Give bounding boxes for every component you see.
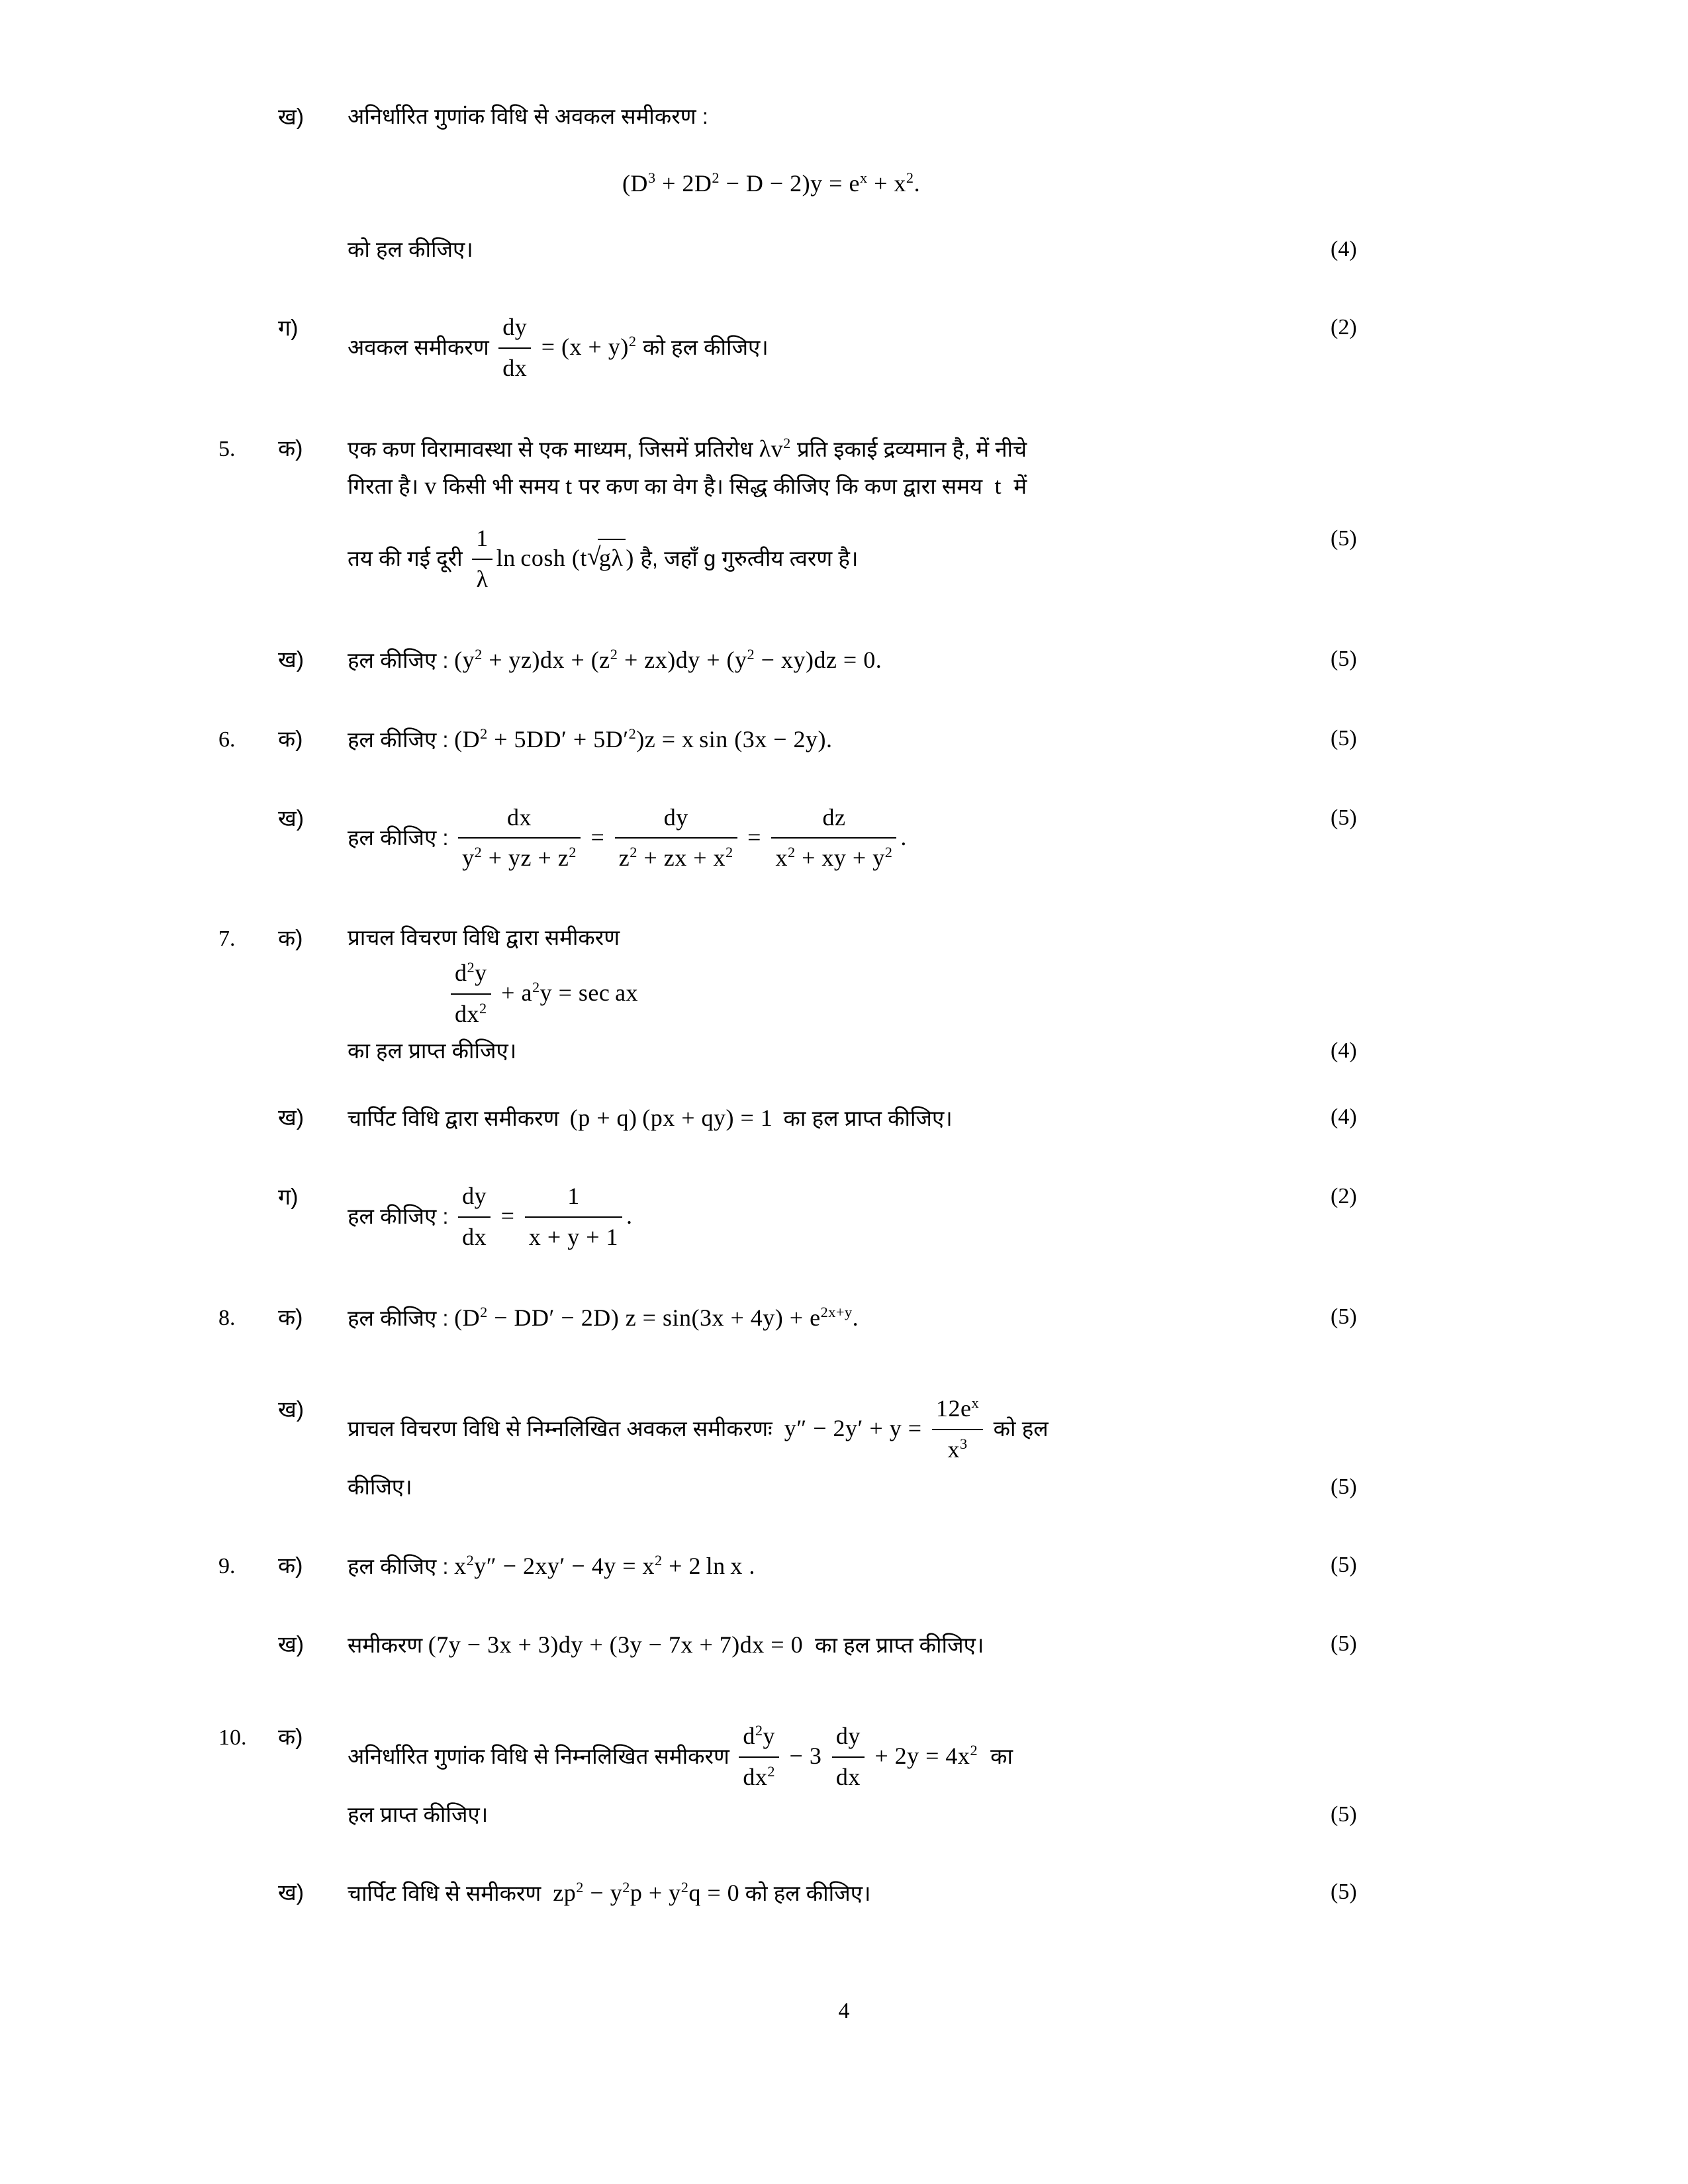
question-lead-text: अनिर्धारित गुणांक विधि से निम्नलिखित समीकरण — [348, 1744, 729, 1769]
question-part-label: क) — [278, 1725, 303, 1751]
equation-q7c: $\frac{dy}{dx}$ = $\frac{1}{x + y + 1}$ . — [454, 1203, 632, 1229]
equation-q8b: y″ − 2y′ + y = $\frac{12e^x}{x^3}$ — [778, 1415, 993, 1441]
question-item — [218, 721, 1410, 758]
question-part-label: क) — [278, 1304, 303, 1330]
question-item — [218, 431, 1410, 600]
question-item — [218, 801, 1410, 879]
marks-value: (2) — [1331, 315, 1357, 340]
question-trail-text: का हल प्राप्त कीजिए। — [783, 1106, 953, 1131]
q8b-line1 — [348, 1392, 1324, 1470]
question-body — [348, 1179, 1410, 1257]
question-part-label: ग) — [278, 316, 299, 341]
fraction-dy: $\frac{dy}{z^2 + zx + x^2}$ — [615, 799, 737, 878]
question-number: 10. — [218, 1725, 247, 1751]
question-part-label: क) — [278, 435, 303, 461]
question-item — [218, 1548, 1410, 1585]
question-trail-text: का — [990, 1744, 1013, 1769]
question-lead-text: चार्पिट विधि द्वारा समीकरण — [348, 1106, 559, 1131]
equation-q5a: $\frac{1}{\lambda}$ ln cosh (t √ gλ ) — [468, 545, 640, 571]
equation-q7b: (p + q) (px + qy) = 1 — [565, 1105, 778, 1132]
fraction-d2y-dx2: $\frac{d^2y}{dx^2}$ — [739, 1718, 779, 1796]
question-number — [218, 310, 278, 312]
question-trail-text: को हल — [993, 1416, 1049, 1441]
q5a-line1 — [348, 431, 1324, 468]
question-lead-text: प्राचल विचरण विधि से निम्नलिखित अवकल समीकरणः — [348, 1416, 773, 1441]
question-body — [348, 1300, 1410, 1337]
question-number: 7. — [218, 927, 236, 952]
question-item — [218, 642, 1410, 679]
question-part-label: ख) — [278, 805, 305, 831]
q5a-line2 — [348, 468, 1324, 505]
question-number — [218, 1179, 278, 1181]
question-number — [218, 642, 278, 643]
equation-q10a: $\frac{d^2y}{dx^2}$ − 3 $\frac{dy}{dx}$ + $2y = 4x^2$ — [735, 1743, 990, 1769]
question-item — [218, 310, 1410, 388]
question-part-label: ग) — [278, 1184, 299, 1210]
question-item — [218, 1300, 1410, 1337]
q8b-line2 — [348, 1470, 1357, 1506]
marks-value: (5) — [1331, 526, 1357, 551]
q5a-line3 — [348, 522, 1357, 600]
question-number: 6. — [218, 727, 236, 752]
question-number — [218, 1100, 278, 1101]
page-number: 4 — [838, 1999, 850, 2023]
question-lead-text: अवकल समीकरण — [348, 335, 489, 360]
equation-q10b: $zp^2 - y^2p + y^2q = 0$ — [546, 1879, 740, 1907]
marks-value: (2) — [1331, 1183, 1357, 1208]
equation-q6a: $(D^2 + 5DD' + 5D'^2)z = x$ sin (3x − 2y). — [454, 725, 833, 752]
question-item — [218, 1392, 1410, 1505]
marks-value: (5) — [1331, 1801, 1357, 1827]
question-number — [218, 1392, 278, 1393]
question-body — [348, 99, 1410, 135]
question-tail-text: कीजिए। — [348, 1474, 412, 1499]
question-item — [218, 1179, 1410, 1257]
question-body — [348, 1548, 1410, 1585]
question-item — [218, 921, 1410, 1069]
marks-value: (5) — [1331, 646, 1357, 671]
question-number — [218, 99, 278, 101]
question-tail-text: का हल प्राप्त कीजिए। — [348, 1038, 517, 1064]
question-part-label: क) — [278, 926, 303, 952]
question-body — [348, 801, 1410, 879]
question-lead-text: चार्पिट विधि से समीकरण — [348, 1881, 541, 1906]
question-number — [218, 801, 278, 802]
equation-q4c: $\frac{dy}{dx}$ = $(x + y)^2$ — [494, 334, 643, 360]
question-intro-text: प्राचल विचरण विधि द्वारा समीकरण — [348, 925, 620, 950]
marks-value: (5) — [1331, 1631, 1357, 1657]
marks-value: (4) — [1331, 1105, 1357, 1130]
question-tail-row — [218, 232, 1410, 268]
question-item — [218, 99, 1410, 135]
question-lead-text: हल कीजिए : — [348, 1553, 449, 1578]
marks-value: (4) — [1331, 1038, 1357, 1064]
question-part-label: क) — [278, 726, 303, 752]
equation-q5b: $(y^2 + yz)dx + (z^2 + zx)dy + (y^2 - xy)dz = 0$. — [454, 645, 882, 673]
fraction-dy-dx: $\frac{dy}{dx}$ — [832, 1718, 865, 1796]
question-number — [218, 1875, 278, 1876]
fraction-dy-dx: $\frac{dy}{dx}$ — [498, 309, 531, 387]
question-tail-text: को हल कीजिए। — [348, 237, 473, 262]
question-part-label: ख) — [278, 105, 305, 130]
question-trail-text: को हल कीजिए। — [745, 1881, 871, 1906]
question-body — [348, 310, 1410, 388]
equation-display — [218, 165, 1410, 203]
marks-value: (4) — [1331, 237, 1357, 262]
marks-value: (5) — [1331, 1552, 1357, 1577]
question-number: 8. — [218, 1305, 236, 1330]
question-part-label: क) — [278, 1553, 303, 1578]
question-lead-text: हल कीजिए : — [348, 647, 449, 672]
sqrt-g-lambda: √ gλ — [587, 539, 626, 577]
question-item — [218, 1719, 1410, 1833]
question-number — [218, 1627, 278, 1628]
question-lead-text: हल कीजिए : — [348, 1203, 449, 1228]
question-part-label: ख) — [278, 1105, 305, 1131]
question-item — [218, 1100, 1410, 1137]
q5a-line2-text: गिरता है। v किसी भी समय t पर कण का वेग है। सिद्ध कीजिए कि कण द्वारा समय t में — [348, 472, 1027, 499]
question-lead-text: हल कीजिए : — [348, 727, 449, 752]
fraction-12ex-x3: $\frac{12e^x}{x^3}$ — [932, 1390, 983, 1469]
question-trail-text: को हल कीजिए। — [643, 335, 769, 360]
fraction-d2y-dx2: $\frac{d^2y}{dx^2}$ — [451, 955, 491, 1033]
question-part-label: ख) — [278, 1880, 305, 1906]
question-intro-text: अनिर्धारित गुणांक विधि से अवकल समीकरण : — [348, 104, 708, 128]
question-number: 5. — [218, 436, 236, 461]
marks-value: (5) — [1331, 1304, 1357, 1329]
question-tail-text: हल प्राप्त कीजिए। — [348, 1801, 489, 1827]
q10a-line2 — [348, 1797, 1357, 1833]
q5a-line3-trail: है, जहाँ g गुरुत्वीय त्वरण है। — [640, 546, 859, 571]
q7a-tail-line — [348, 1034, 1357, 1069]
q7a-equation-line — [348, 956, 1324, 1034]
marks-value: (5) — [1331, 1880, 1357, 1905]
q5a-line3-lead: तय की गई दूरी — [348, 546, 463, 571]
question-body — [348, 721, 1410, 758]
spacer-num — [218, 232, 278, 234]
question-tail-body — [348, 232, 1410, 268]
question-body — [348, 1719, 1410, 1833]
fraction-dy-dx: $\frac{dy}{dx}$ — [458, 1178, 491, 1256]
marks-value: (5) — [1331, 725, 1357, 751]
question-lead-text: समीकरण — [348, 1633, 423, 1658]
fraction-dx: $\frac{dx}{y^2 + yz + z^2}$ — [458, 799, 581, 878]
question-body — [348, 1627, 1410, 1664]
question-trail-text: का हल प्राप्त कीजिए। — [815, 1633, 984, 1658]
q7a-intro-line — [348, 921, 1324, 956]
equation-q6b: $\frac{dx}{y^2 + yz + z^2}$ = $\frac{dy}{z^2 + zx + x^2}$ = $\frac{dz}{x^2 + xy + y^2}$ . — [454, 824, 907, 850]
equation-q7a: $\frac{d^2y}{dx^2}$ + $a^2y = \sec$ ax — [447, 979, 638, 1006]
q5a-line1-text: एक कण विरामावस्था से एक माध्यम, जिसमें प्रतिरोध $\lambda v^2$ प्रति इकाई द्रव्यमान है, में नीचे — [348, 434, 1027, 462]
question-part-label: ख) — [278, 1397, 305, 1423]
fraction-one-lambda: $\frac{1}{\lambda}$ — [472, 520, 492, 598]
question-body — [348, 642, 1410, 679]
question-body — [348, 1392, 1410, 1505]
question-item — [218, 1875, 1410, 1912]
spacer-part — [278, 232, 348, 234]
question-lead-text: हल कीजिए : — [348, 825, 449, 850]
q10a-line1 — [348, 1719, 1324, 1797]
question-list — [218, 99, 1410, 1912]
question-body — [348, 1100, 1410, 1137]
question-number: 9. — [218, 1553, 236, 1578]
question-item — [218, 1627, 1410, 1664]
question-body — [348, 431, 1410, 600]
equation-q9a: $x^2y'' - 2xy' - 4y = x^2 + 2$ ln x . — [454, 1551, 755, 1579]
question-body — [348, 1875, 1410, 1912]
fraction-one-over-xy1: $\frac{1}{x + y + 1}$ — [525, 1178, 622, 1256]
marks-value: (5) — [1331, 805, 1357, 830]
question-body — [348, 921, 1410, 1069]
equation-q8a: $(D^2 - DD' - 2D) z = \sin(3x + 4y) + e^{2x+y}$. — [454, 1303, 859, 1331]
equation-q9b: (7y − 3x + 3)dy + (3y − 7x + 7)dx = 0 — [428, 1631, 810, 1659]
question-part-label: ख) — [278, 647, 305, 672]
marks-value: (5) — [1331, 1474, 1357, 1499]
fraction-dz: $\frac{dz}{x^2 + xy + y^2}$ — [771, 799, 896, 878]
equation-q4b: $(D^3 + 2D^2 - D - 2)y = e^x + x^2$. — [622, 169, 921, 197]
question-part-label: ख) — [278, 1632, 305, 1658]
question-lead-text: हल कीजिए : — [348, 1305, 449, 1330]
